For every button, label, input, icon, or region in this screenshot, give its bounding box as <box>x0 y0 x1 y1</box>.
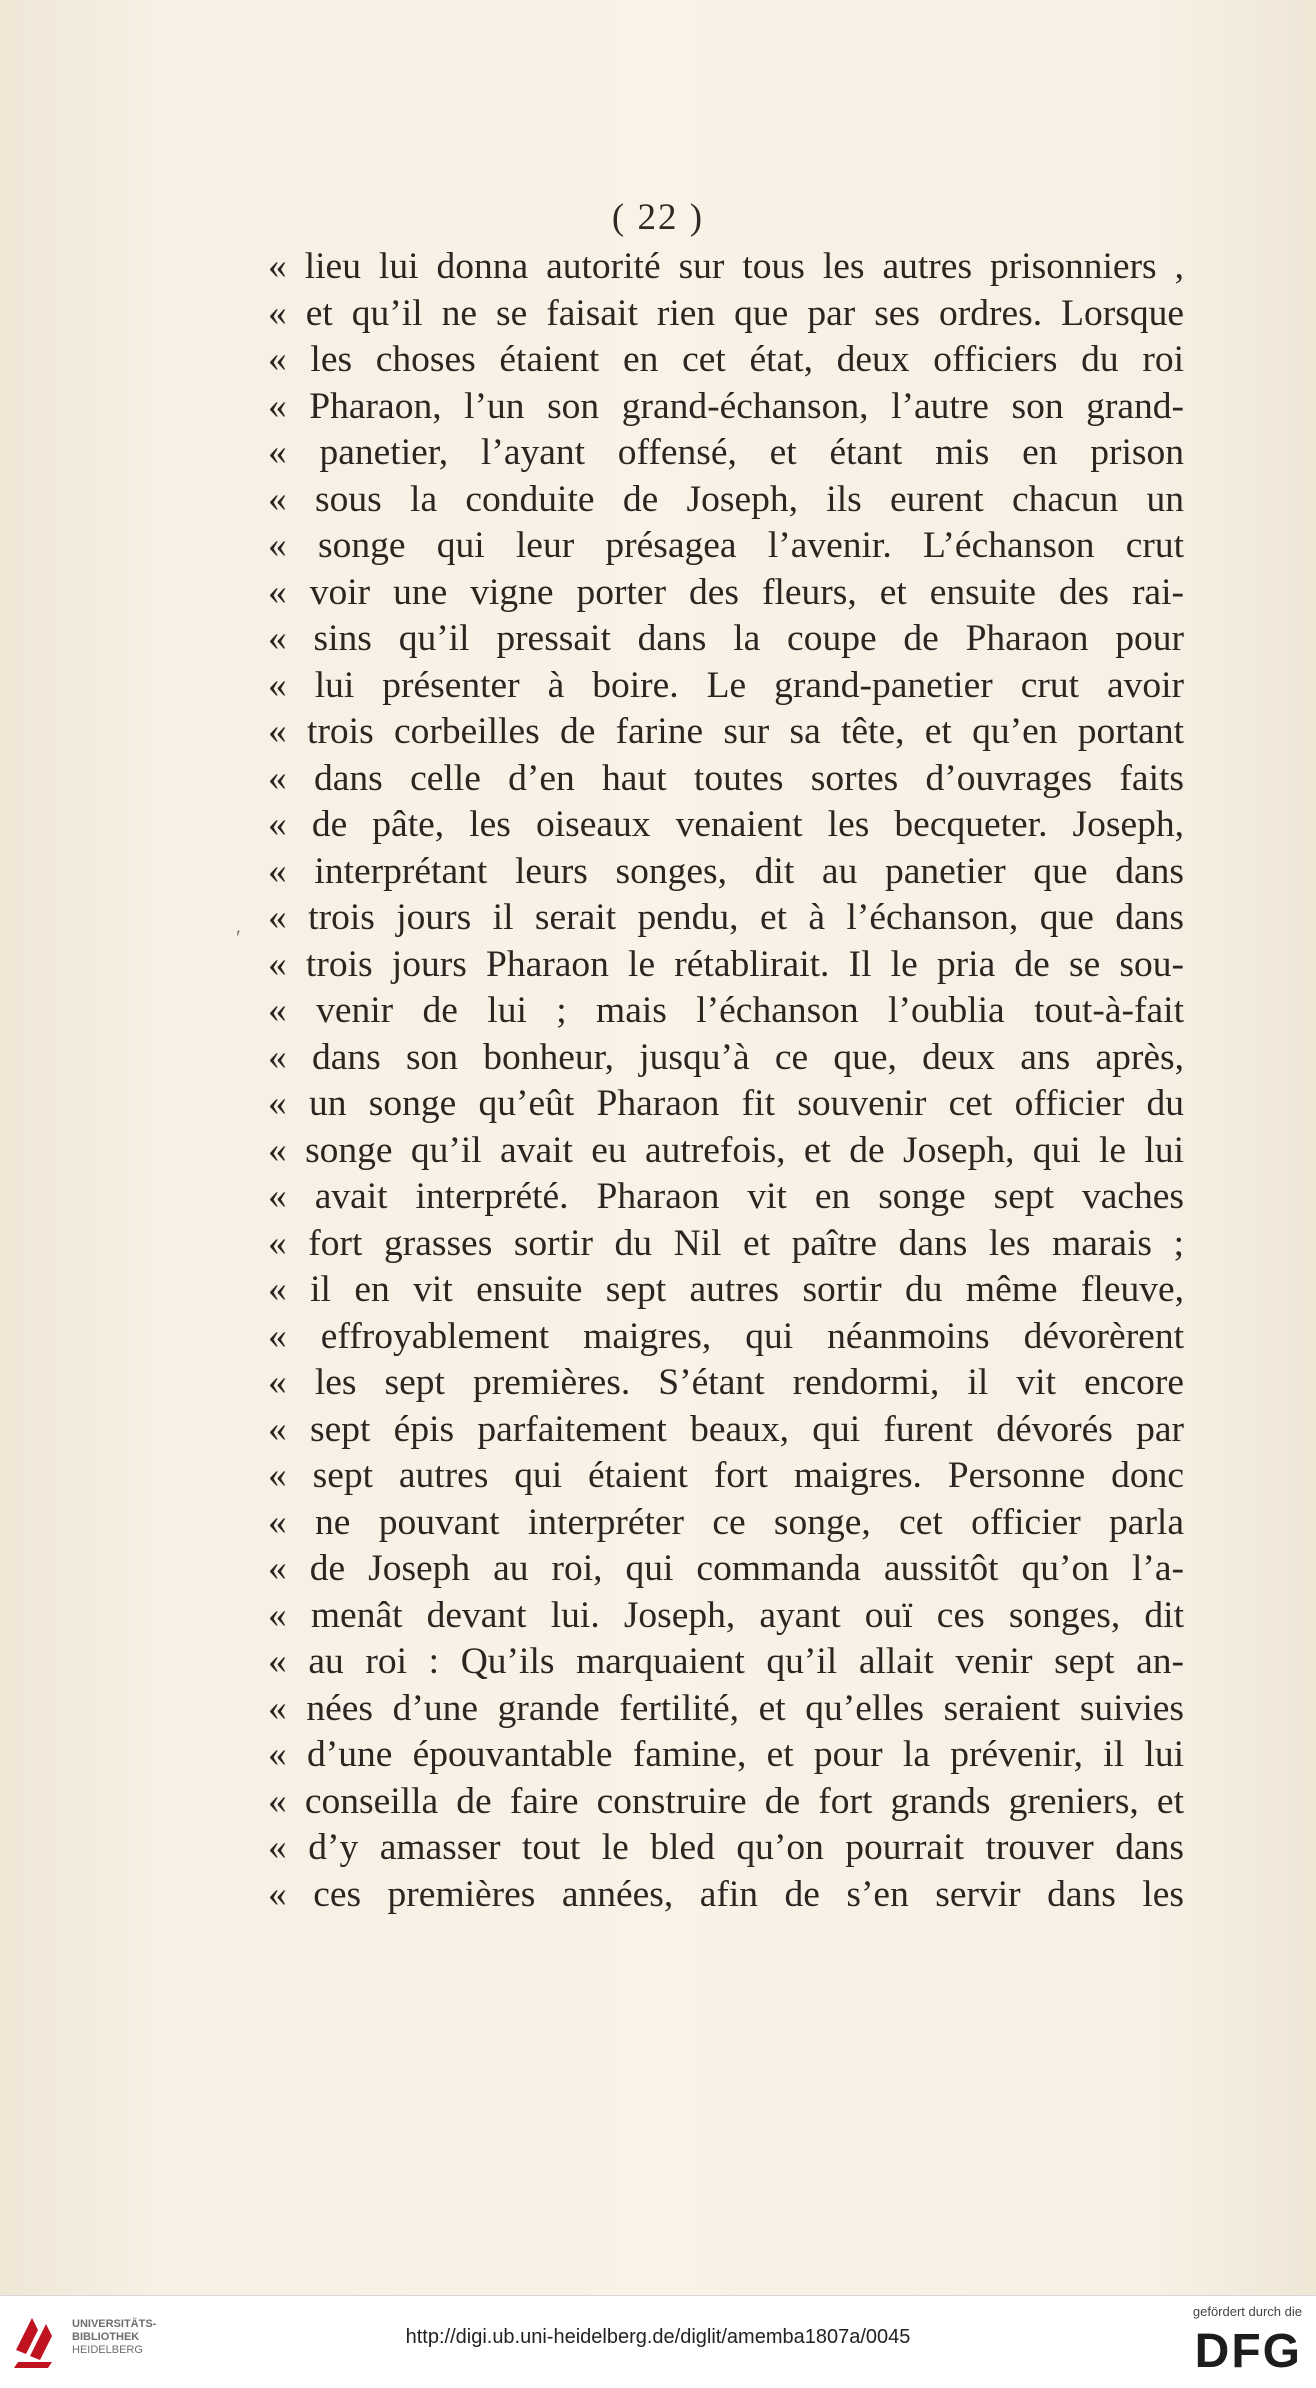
text-line: « effroyablement maigres, qui néanmoins dévorèrent <box>268 1315 1184 1357</box>
text-line: « Pharaon, l’un son grand-échanson, l’autre son grand- <box>268 385 1184 427</box>
text-line: « songe qui leur présagea l’avenir. L’échanson crut <box>268 525 1184 566</box>
text-line: « trois jours il serait pendu, et à l’échanson, que dans <box>268 897 1184 938</box>
page-number: ( 22 ) <box>611 197 705 238</box>
text-line: « de Joseph au roi, qui commanda aussitôt qu’on l’a- <box>268 1548 1184 1589</box>
footer-bar <box>0 2295 1316 2388</box>
text-line: « panetier, l’ayant offensé, et étant mis en prison <box>268 432 1184 473</box>
funder-caption: gefördert durch die <box>1192 2304 1302 2319</box>
text-line: « lui présenter à boire. Le grand-panetier crut avoir <box>268 664 1184 706</box>
text-line: « conseilla de faire construire de fort grands greniers, et <box>268 1780 1184 1822</box>
text-line: « nées d’une grande fertilité, et qu’elles seraient suivies <box>268 1687 1184 1729</box>
text-line: « sept épis parfaitement beaux, qui furent dévorés par <box>268 1408 1184 1450</box>
text-line: « dans celle d’en haut toutes sortes d’ouvrages faits <box>268 757 1184 799</box>
text-line: « venir de lui ; mais l’échanson l’oublia tout-à-fait <box>268 990 1184 1031</box>
text-line: « interprétant leurs songes, dit au panetier que dans <box>268 850 1184 892</box>
text-line: « les choses étaient en cet état, deux officiers du roi <box>268 339 1184 380</box>
margin-mark: ′ <box>236 925 241 950</box>
text-line: « menât devant lui. Joseph, ayant ouï ces songes, dit <box>268 1594 1184 1636</box>
text-line: « sous la conduite de Joseph, ils eurent chacun un <box>268 478 1184 520</box>
text-line: « songe qu’il avait eu autrefois, et de Joseph, qui le lui <box>268 1129 1184 1171</box>
text-line: « de pâte, les oiseaux venaient les becqueter. Joseph, <box>268 804 1184 845</box>
text-line: « et qu’il ne se faisait rien que par ses ordres. Lorsque <box>268 292 1184 334</box>
text-line: « trois jours Pharaon le rétablirait. Il le pria de se sou- <box>268 943 1184 985</box>
text-line: « sept autres qui étaient fort maigres. Personne donc <box>268 1455 1184 1496</box>
text-line: « avait interprété. Pharaon vit en songe sept vaches <box>268 1176 1184 1217</box>
library-name: UNIVERSITÄTS- BIBLIOTHEK HEIDELBERG <box>72 2318 157 2356</box>
text-line: « au roi : Qu’ils marquaient qu’il allait venir sept an- <box>268 1641 1184 1682</box>
text-line: « un songe qu’eût Pharaon fit souvenir cet officier du <box>268 1083 1184 1124</box>
text-line: « dans son bonheur, jusqu’à ce que, deux ans après, <box>268 1036 1184 1078</box>
text-line: « fort grasses sortir du Nil et paître dans les marais ; <box>268 1222 1184 1264</box>
dfg-logo: DFG <box>1194 2325 1302 2378</box>
text-line: « d’y amasser tout le bled qu’on pourrait trouver dans <box>268 1827 1184 1868</box>
text-line: « ces premières années, afin de s’en servir dans les <box>268 1873 1184 1915</box>
text-line: « ne pouvant interpréter ce songe, cet officier parla <box>268 1501 1184 1543</box>
text-line: « trois corbeilles de farine sur sa tête, et qu’en portant <box>268 711 1184 752</box>
text-line: « les sept premières. S’étant rendormi, il vit encore <box>268 1362 1184 1403</box>
text-line: « voir une vigne porter des fleurs, et ensuite des rai- <box>268 571 1184 613</box>
text-line: « lieu lui donna autorité sur tous les autres prisonniers , <box>268 246 1184 287</box>
permalink-url[interactable]: http://digi.ub.uni-heidelberg.de/diglit/amemba1807a/0045 <box>405 2326 911 2348</box>
text-line: « d’une épouvantable famine, et pour la prévenir, il lui <box>268 1734 1184 1775</box>
text-line: « il en vit ensuite sept autres sortir du même fleuve, <box>268 1269 1184 1310</box>
text-line: « sins qu’il pressait dans la coupe de Pharaon pour <box>268 618 1184 659</box>
body-text <box>268 244 1184 1918</box>
